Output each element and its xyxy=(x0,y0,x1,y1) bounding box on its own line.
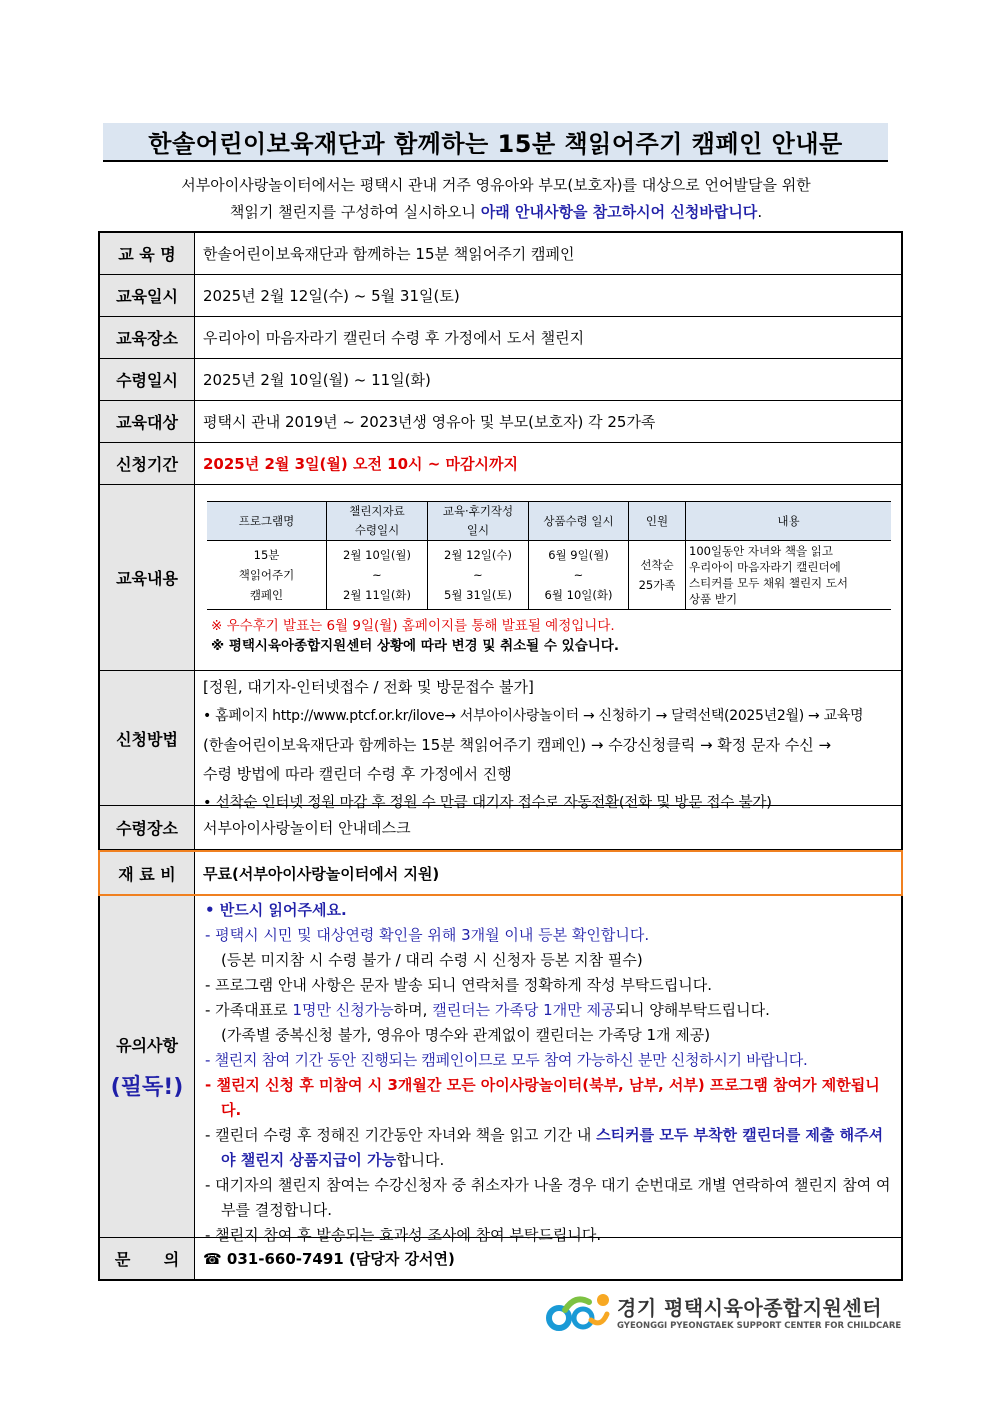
row-label: 교 육 명 xyxy=(100,233,195,274)
document-title: 한솔어린이보육재단과 함께하는 15분 책읽어주기 캠페인 안내문 xyxy=(148,130,843,158)
row-value: 2025년 2월 3일(월) 오전 10시 ~ 마감시까지 xyxy=(203,455,518,473)
table-cell: 2월 12일(수) ~ 5월 31일(토) xyxy=(428,541,529,610)
row-contact xyxy=(100,1238,901,1279)
row-label: 교육일시 xyxy=(100,275,195,316)
program-table xyxy=(207,501,891,610)
row-value: 한솔어린이보육재단과 함께하는 15분 책읽어주기 캠페인 xyxy=(203,245,575,263)
row-value: ☎ 031-660-7491 (담당자 강서연) xyxy=(203,1250,455,1268)
caution-item: - 대기자의 챌린지 참여는 수강신청자 중 취소자가 나올 경우 대기 순번대로 개별 연락하여 챌린지 참여 여부를 결정합니다. xyxy=(205,1176,891,1219)
caution-must-read: (필독!) xyxy=(110,1074,184,1100)
header-cell: 상품수령 일시 xyxy=(529,502,629,541)
caution-label: 유의사항 xyxy=(116,1035,178,1055)
row-label: 교육대상 xyxy=(100,401,195,442)
intro-line-1: 서부아이사랑놀이터에서는 평택시 관내 거주 영유아와 부모(보호자)를 대상으로 언어발달을 위한 xyxy=(181,176,811,194)
method-line: 수령 방법에 따라 캘린더 수령 후 가정에서 진행 xyxy=(203,765,512,783)
program-table-header xyxy=(207,502,891,541)
caution-item: - 프로그램 안내 사항은 문자 발송 되니 연락처를 정확하게 작성 부탁드립니다. xyxy=(205,976,713,994)
caution-item xyxy=(205,1123,893,1173)
row-label: 교육장소 xyxy=(100,317,195,358)
row-receive-date xyxy=(100,359,901,401)
table-cell: 선착순 25가족 xyxy=(629,541,686,610)
row-label: 수령장소 xyxy=(100,806,195,849)
method-cell xyxy=(195,671,901,811)
center-logo-text xyxy=(617,1292,901,1331)
intro-line-2-end: . xyxy=(757,203,763,221)
center-logo xyxy=(545,1288,901,1334)
intro-line-2 xyxy=(100,199,892,226)
method-line: • 홈페이지 http://www.ptcf.or.kr/ilove→ 서부아이사랑놀이터 → 신청하기 → 달력선택(2025년2월) → 교육명 xyxy=(203,708,864,724)
caution-item: (가족별 중복신청 불가, 영유아 명수와 관계없이 캘린더는 가족당 1개 제공) xyxy=(221,1026,711,1044)
caution-text: 되니 양해부탁드립니다. xyxy=(615,1001,770,1019)
row-pickup xyxy=(100,806,901,850)
caution-highlight: 스티커를 모두 부착한 캘린더를 제출 해주셔야 챌린지 상품지급이 가능 xyxy=(221,1126,884,1169)
caution-item: - 챌린지 신청 후 미참여 시 3개월간 모든 아이사랑놀이터(북부, 남부, 서부) 프로그램 참여가 제한됩니다. xyxy=(205,1076,880,1119)
row-label: 교육내용 xyxy=(100,485,195,670)
info-table xyxy=(98,231,903,1281)
row-name xyxy=(100,233,901,275)
row-label: 재 료 비 xyxy=(100,852,195,894)
row-label: 신청기간 xyxy=(100,443,195,484)
caution-text: - 캘린더 수령 후 정해진 기간동안 자녀와 책을 읽고 기간 내 xyxy=(205,1126,597,1144)
center-name-ko: 경기 평택시육아종합지원센터 xyxy=(617,1295,883,1320)
header-cell: 교육·후기작성 일시 xyxy=(428,502,529,541)
caution-item: • 반드시 읽어주세요. xyxy=(205,901,347,919)
row-label xyxy=(100,896,195,1237)
row-caution xyxy=(100,896,901,1244)
row-period xyxy=(100,443,901,485)
content-cell xyxy=(195,485,901,670)
intro-text xyxy=(100,172,892,226)
caution-cell xyxy=(195,896,901,1244)
row-value: 우리아이 마음자라기 캘린더 수령 후 가정에서 도서 챌린지 xyxy=(203,329,585,347)
intro-line-2-plain: 책읽기 챌린지를 구성하여 실시하오니 xyxy=(229,203,481,221)
caution-item: - 평택시 시민 및 대상연령 확인을 위해 3개월 이내 등본 확인합니다. xyxy=(205,926,650,944)
row-method xyxy=(100,671,901,811)
table-cell: 6월 9일(월) ~ 6월 10일(화) xyxy=(529,541,629,610)
center-logo-icon xyxy=(545,1288,611,1334)
caution-highlight: 캘린더는 가족당 1개만 제공 xyxy=(432,1001,616,1019)
caution-item xyxy=(205,998,893,1023)
table-row xyxy=(207,541,891,610)
header-cell: 인원 xyxy=(629,502,686,541)
caution-text: 합니다. xyxy=(396,1151,445,1169)
table-cell: 15분 책읽어주기 캠페인 xyxy=(207,541,327,610)
document-title-box xyxy=(103,123,888,162)
method-line: • 선착순 인터넷 정원 마감 후 정원 수 만큼 대기자 접수로 자동전환(전화 및 방문 접수 불가) xyxy=(203,795,772,811)
content-notes xyxy=(211,616,891,656)
center-name-en: GYEONGGI PYEONGTAEK SUPPORT CENTER FOR CHILDCARE xyxy=(617,1320,902,1331)
row-date xyxy=(100,275,901,317)
caution-item: - 챌린지 참여 기간 동안 진행되는 캠페인이므로 모두 참여 가능하신 분만 신청하시기 바랍니다. xyxy=(205,1051,808,1069)
table-cell: 2월 10일(월) ~ 2월 11일(화) xyxy=(327,541,428,610)
caution-highlight: 1명만 신청가능 xyxy=(292,1001,394,1019)
caution-text: 하며, xyxy=(393,1001,433,1019)
intro-highlight: 아래 안내사항을 참고하시어 신청바랍니다 xyxy=(480,203,758,221)
row-value: 서부아이사랑놀이터 안내데스크 xyxy=(203,819,411,837)
method-line: (한솔어린이보육재단과 함께하는 15분 책읽어주기 캠페인) → 수강신청클릭 → 확정 문자 수신 → xyxy=(203,736,832,754)
note-awards: ※ 우수후기 발표는 6월 9일(월) 홈페이지를 통해 발표될 예정입니다. xyxy=(211,618,615,634)
row-target xyxy=(100,401,901,443)
row-content xyxy=(100,485,901,671)
table-cell: 100일동안 자녀와 책을 읽고 우리아이 마음자라기 캘린더에 스티커를 모두 채워 챌린지 도서 상품 받기 xyxy=(686,541,892,610)
row-place xyxy=(100,317,901,359)
row-fee xyxy=(98,850,903,896)
row-value: 2025년 2월 12일(수) ~ 5월 31일(토) xyxy=(203,287,460,305)
row-value: 평택시 관내 2019년 ~ 2023년생 영유아 및 부모(보호자) 각 25가족 xyxy=(203,413,656,431)
row-value: 무료(서부아이사랑놀이터에서 지원) xyxy=(203,864,440,883)
header-cell: 내용 xyxy=(686,502,892,541)
row-label: 수령일시 xyxy=(100,359,195,400)
row-label: 문 의 xyxy=(100,1238,195,1279)
row-label: 신청방법 xyxy=(100,671,195,805)
method-line: [정원, 대기자-인터넷접수 / 전화 및 방문접수 불가] xyxy=(203,678,534,696)
row-value: 2025년 2월 10일(월) ~ 11일(화) xyxy=(203,371,431,389)
caution-item: - 챌린지 참여 후 발송되는 효과성 조사에 참여 부탁드립니다. xyxy=(205,1226,602,1244)
caution-item: (등본 미지참 시 수령 불가 / 대리 수령 시 신청자 등본 지참 필수) xyxy=(221,951,643,969)
header-cell: 챌린지자료 수령일시 xyxy=(327,502,428,541)
note-change: ※ 평택시육아종합지원센터 상황에 따라 변경 및 취소될 수 있습니다. xyxy=(211,638,619,654)
caution-text: - 가족대표로 xyxy=(205,1001,293,1019)
header-cell: 프로그램명 xyxy=(207,502,327,541)
